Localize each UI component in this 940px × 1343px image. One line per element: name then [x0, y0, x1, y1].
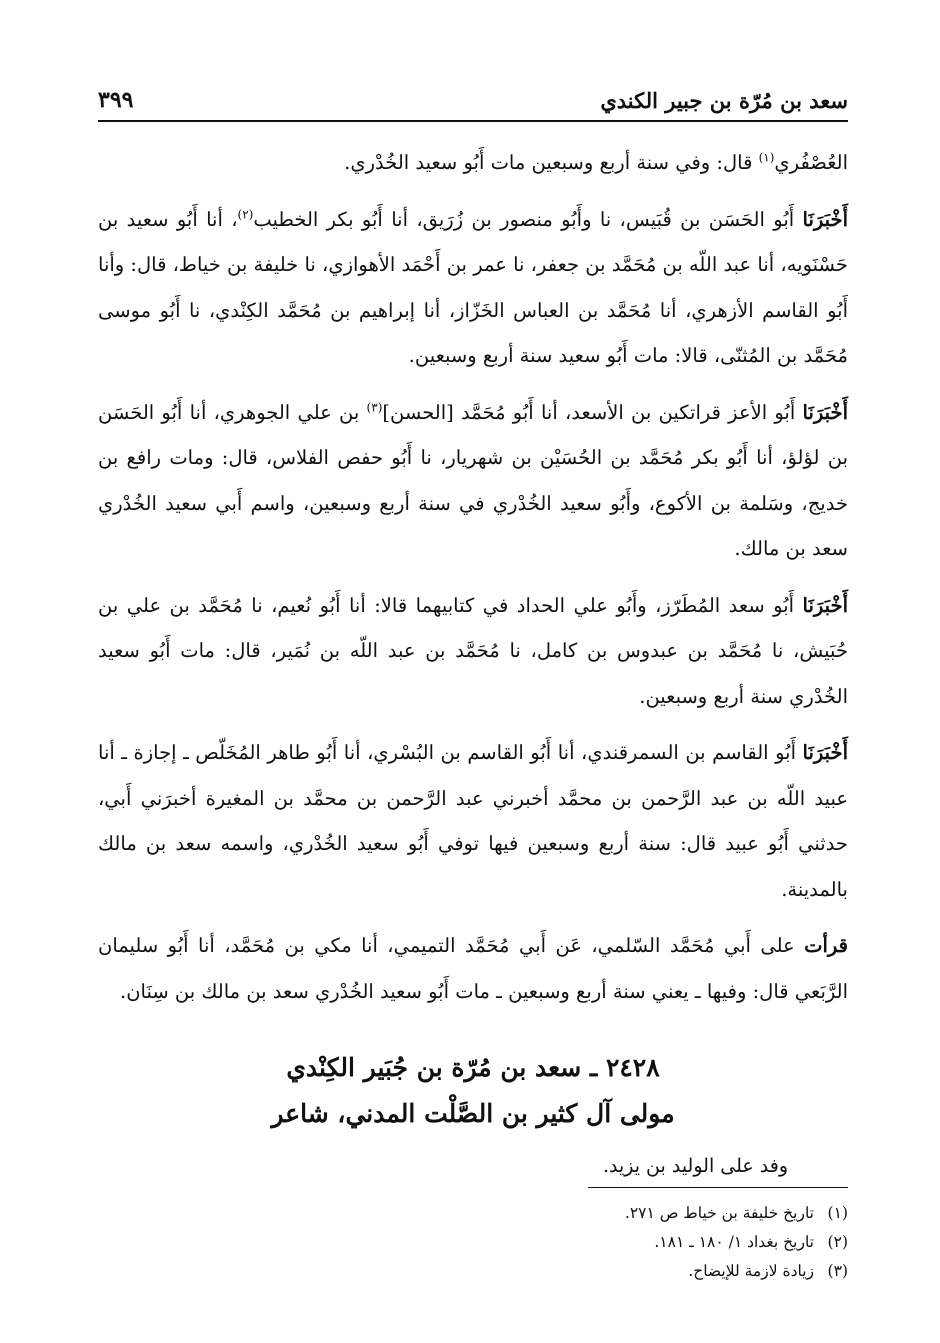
- entry-heading: [98, 1045, 848, 1137]
- lead-word: أَخْبَرَنَا: [802, 400, 848, 424]
- page-header: [98, 80, 848, 122]
- paragraph: أَخْبَرَنَا أَبُو سعد المُطَرّز، وأَبُو علي الحداد في كتابيهما قالا: أنا أَبُو نُعيم، نا مُحَمَّد بن علي بن حُبَيش، نا مُحَمَّد بن عبدوس بن كامل، نا مُحَمَّد بن عبد اللّه بن نُمَير، قال: مات أَبُو سعيد الخُدْري سنة أربع وسبعين.: [98, 593, 848, 708]
- footnote: (٢)تاريخ بغداد ١/ ١٨٠ ـ ١٨١.: [654, 1233, 848, 1251]
- paragraph: قرأت على أَبي مُحَمَّد السّلمي، عَن أَبي مُحَمَّد التميمي، أنا مكي بن مُحَمَّد، أنا أَبُو سليمان الرَّبَعي قال: وفيها ـ يعني سنة أربع وسبعين ـ مات أَبُو سعيد الخُدْري سعد بن مالك بن سِنَان.: [98, 934, 848, 1003]
- footnote-divider: [588, 1187, 848, 1188]
- paragraph: أَخْبَرَنَا أَبُو الحَسَن بن قُبَيس، نا وأَبُو منصور بن زُرَيق، أنا أَبُو بكر الخطيب$^{(٢)}$، أنا أَبُو سعيد بن حَسْنَويه، أنا عبد اللّه بن مُحَمَّد بن جعفر، نا عمر بن أَحْمَد الأهوازي، نا خليفة بن خياط، قال: وأنا أَبُو القاسم الأزهري، أنا مُحَمَّد بن العباس الخَزّاز، أنا إبراهيم بن مُحَمَّد الكِنْدي، نا أَبُو موسى مُحَمَّد بن المُثنّى، قالا: مات أَبُو سعيد سنة أربع وسبعين.: [98, 207, 848, 367]
- entry-subtitle: مولى آل كثير بن الصَّلْت المدني، شاعر: [271, 1099, 675, 1128]
- paragraph: أَخْبَرَنَا أَبُو الأعز قراتكين بن الأسعد، أنا أَبُو مُحَمَّد [الحسن]$^{(٣)}$ بن علي الجوهري، أنا أَبُو الحَسَن بن لؤلؤ، أنا أَبُو بكر مُحَمَّد بن الحُسَيْن بن شهريار، نا أَبُو حفص الفلاس، قال: ومات رافع بن خديج، وسَلمة بن الأكوع، وأَبُو سعيد الخُدْري في سنة أربع وسبعين، واسم أَبي سعيد الخُدْري سعد بن مالك.: [98, 400, 848, 560]
- footnotes: [98, 1199, 848, 1286]
- entry-title: ٢٤٢٨ ـ سعد بن مُرّة بن جُبَير الكِنْدي: [286, 1053, 660, 1082]
- footnote: (٣)زيادة لازمة للإيضاح.: [688, 1262, 848, 1280]
- footnote-ref: (٣): [366, 400, 383, 414]
- lead-word: قرأت: [804, 934, 848, 957]
- entry-intro: وفد على الوليد بن يزيد.: [602, 1155, 788, 1177]
- main-text: [98, 140, 848, 1025]
- lead-word: أَخْبَرَنَا: [802, 741, 848, 764]
- footnote-ref: (٢): [237, 207, 254, 221]
- lead-word: أَخْبَرَنَا: [802, 593, 848, 617]
- footnote: (١)تاريخ خليفة بن خياط ص ٢٧١.: [624, 1204, 848, 1222]
- footnote-ref: (١): [758, 150, 775, 165]
- paragraph: أَخْبَرَنَا أَبُو القاسم بن السمرقندي، أنا أَبُو القاسم بن البُسْري، أنا أَبُو طاهر المُخَلّص ـ إجازة ـ أنا عبيد اللّه بن عبد الرَّحمن بن محمَّد أخبرني عبد الرَّحمن بن محمَّد بن المغيرة أخبرَني أَبي، حدثني أَبُو عبيد قال: سنة أربع وسبعين فيها توفي أَبُو سعيد الخُدْري، واسمه سعد بن مالك بالمدينة.: [98, 741, 848, 901]
- page-number: ٣٩٩: [98, 87, 134, 113]
- lead-word: أَخْبَرَنَا: [802, 207, 848, 231]
- paragraph: العُصْفُري$^{(١)}$ قال: وفي سنة أربع وسبعين مات أَبُو سعيد الخُدْري.: [344, 150, 848, 174]
- running-head: سعد بن مُرّة بن جبير الكندي: [600, 87, 848, 113]
